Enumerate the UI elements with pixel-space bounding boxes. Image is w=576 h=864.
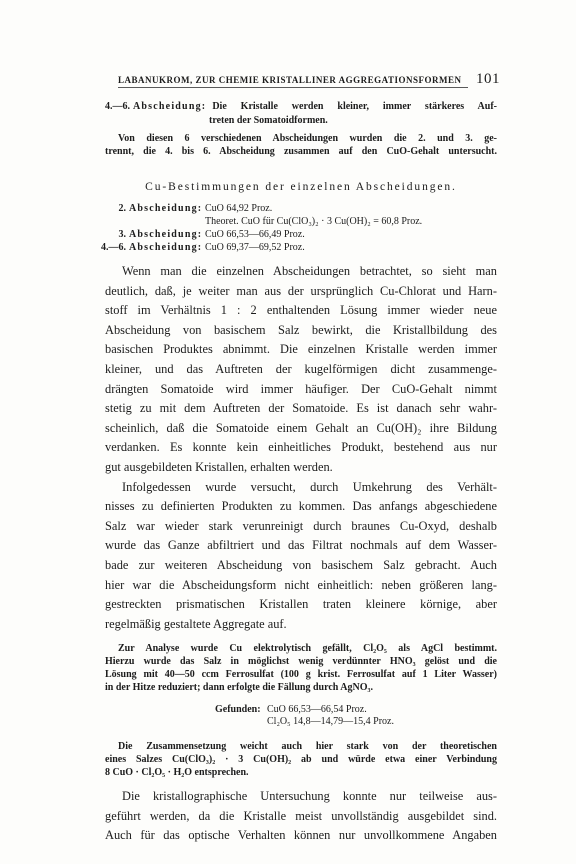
- text-line: nisses zu definierten Produkten zu kommen. Das anfangs abgeschiedene: [105, 499, 497, 514]
- text-line: Wenn man die einzelnen Abscheidungen betrachtet, so sieht man: [122, 264, 497, 278]
- deposition-4-6-note: [105, 100, 497, 128]
- text-line: drängten Somatoide wird immer häufiger. Der CuO-Gehalt nimmt: [105, 381, 497, 396]
- analysis-note: [105, 642, 497, 694]
- text-line: stoff im Verhältnis 1 : 2 enthaltenden Lösung immer wieder neue: [105, 303, 497, 318]
- text-line: Die kristallographische Untersuchung konnte nur teilweise aus-: [122, 789, 497, 803]
- text-line: verdanken. Es konnte kein einheitliches Produkt, bestehend aus nur: [105, 440, 497, 455]
- text-line: Auch für das optische Verhalten können nur unvollkommene Angaben: [105, 828, 497, 843]
- result-value: CuO 66,53—66,49 Proz.: [205, 229, 305, 240]
- text-line: hier war die Abscheidungsform nicht einheitlich: neben größeren lang-: [105, 577, 497, 592]
- text-line: gut ausgebildeten Kristallen, erhalten werden.: [105, 459, 333, 474]
- text-line: regelmäßig gestaltete Aggregate auf.: [105, 616, 287, 631]
- result-value: CuO 69,37—69,52 Proz.: [205, 242, 305, 253]
- section-heading: Cu-Bestimmungen der einzelnen Abscheidungen.: [145, 181, 457, 193]
- note-line: in der Hitze reduziert; dann erfolgte die Fällung durch AgNO₃.: [105, 681, 373, 693]
- result-row: [90, 228, 500, 241]
- text-line: wurde das Ganze abfiltriert und das Filtrat nochmals auf dem Wasser-: [105, 538, 497, 553]
- note-line: Die Zusammensetzung weicht auch hier stark von der theoretischen: [118, 740, 497, 752]
- note-line: Hierzu wurde das Salz in möglichst wenig verdünnter HNO₃ gelöst und die: [105, 655, 497, 667]
- deposition-number: 4.—6.: [105, 101, 130, 112]
- page-number: 101: [476, 71, 500, 87]
- deposition-note-first-line: [105, 100, 497, 114]
- result-number: 4.—6.: [101, 242, 126, 253]
- found-row: [215, 704, 394, 717]
- text-line: deutlich, daß, je weiter man aus der ursprünglich Cu-Chlorat und Harn-: [105, 283, 497, 298]
- note-line: Zur Analyse wurde Cu elektrolytisch gefällt, Cl₂O₅ als AgCl bestimmt.: [118, 642, 497, 654]
- text-line: Infolgedessen wurde versucht, durch Umkehrung des Verhält-: [122, 479, 497, 494]
- body-paragraph: [105, 478, 497, 635]
- note-line: 8 CuO · Cl₂O₅ · H₂O entsprechen.: [105, 766, 249, 778]
- text-line: Abscheidung von basischem Salz bewirkt, die Kristallbildung des: [105, 322, 497, 337]
- result-number: 3.: [118, 229, 126, 240]
- found-values: [215, 704, 394, 729]
- found-value: Cl₂O₅ 14,8—14,79—15,4 Proz.: [267, 716, 394, 727]
- note-line: Von diesen 6 verschiedenen Abscheidungen wurden die 2. und 3. ge-: [118, 133, 497, 144]
- found-label: Gefunden:: [215, 703, 261, 715]
- result-row-theoretical: Theoret. CuO für Cu(ClO₃)₂ · 3 Cu(OH)₂ = 60,8 Proz.: [205, 216, 423, 227]
- result-label: Abscheidung:: [129, 203, 203, 214]
- running-head: LABANUKROM, ZUR CHEMIE KRISTALLINER AGGREGATIONSFORMEN: [118, 75, 462, 85]
- text-line: basischen Produktes abnimmt. Die einzelnen Kristalle werden immer: [105, 342, 497, 357]
- text-line: bade zur weiteren Abscheidung von basischem Salz gebracht. Auch: [105, 557, 497, 572]
- text-line: geführt werden, da die Kristalle meist unvollständig ausgebildet sind.: [105, 808, 497, 823]
- composition-note: [105, 740, 497, 779]
- result-label: Abscheidung:: [129, 242, 203, 253]
- note-line: trennt, die 4. bis 6. Abscheidung zusammen auf den CuO-Gehalt untersucht.: [105, 146, 497, 157]
- result-row: [90, 202, 500, 215]
- deposition-label: Abscheidung:: [133, 101, 207, 112]
- note-line: eines Salzes Cu(ClO₃)₂ · 3 Cu(OH)₂ ab und würde etwa einer Verbindung: [105, 753, 497, 765]
- separation-note: [105, 132, 497, 158]
- body-paragraph: [105, 262, 497, 478]
- text-line: Salz war wieder stark verunreinigt durch braunes Cu-Oxyd, deshalb: [105, 518, 497, 533]
- cu-results-list: [90, 202, 500, 254]
- text-line: stetig zu mit dem Auftreten der Somatoide. Es ist danach sehr wahr-: [105, 401, 497, 416]
- text-line: gestreckten prismatischen Kristallen traten kleinere körnige, aber: [105, 597, 497, 612]
- result-number: 2.: [118, 203, 126, 214]
- note-line: Lösung mit 40—50 ccm Ferrosulfat (100 g krist. Ferrosulfat auf 1 Liter Wasser): [105, 668, 497, 680]
- note-line: Die Kristalle werden kleiner, immer stärkeres Auf-: [212, 101, 497, 112]
- result-row: [90, 241, 500, 254]
- crystallography-paragraph: [105, 787, 497, 846]
- found-value: CuO 66,53—66,54 Proz.: [267, 703, 367, 715]
- text-line: kleiner, und das Auftreten der kugelförmigen dicht zusammenge-: [105, 361, 497, 376]
- text-line: scheinlich, daß die Somatoide einem Gehalt an Cu(OH)₂ ihre Bildung: [105, 420, 497, 435]
- note-line: treten der Somatoidformen.: [209, 115, 328, 126]
- result-value: CuO 64,92 Proz.: [205, 203, 273, 214]
- result-label: Abscheidung:: [129, 229, 203, 240]
- header-rule: [118, 87, 468, 88]
